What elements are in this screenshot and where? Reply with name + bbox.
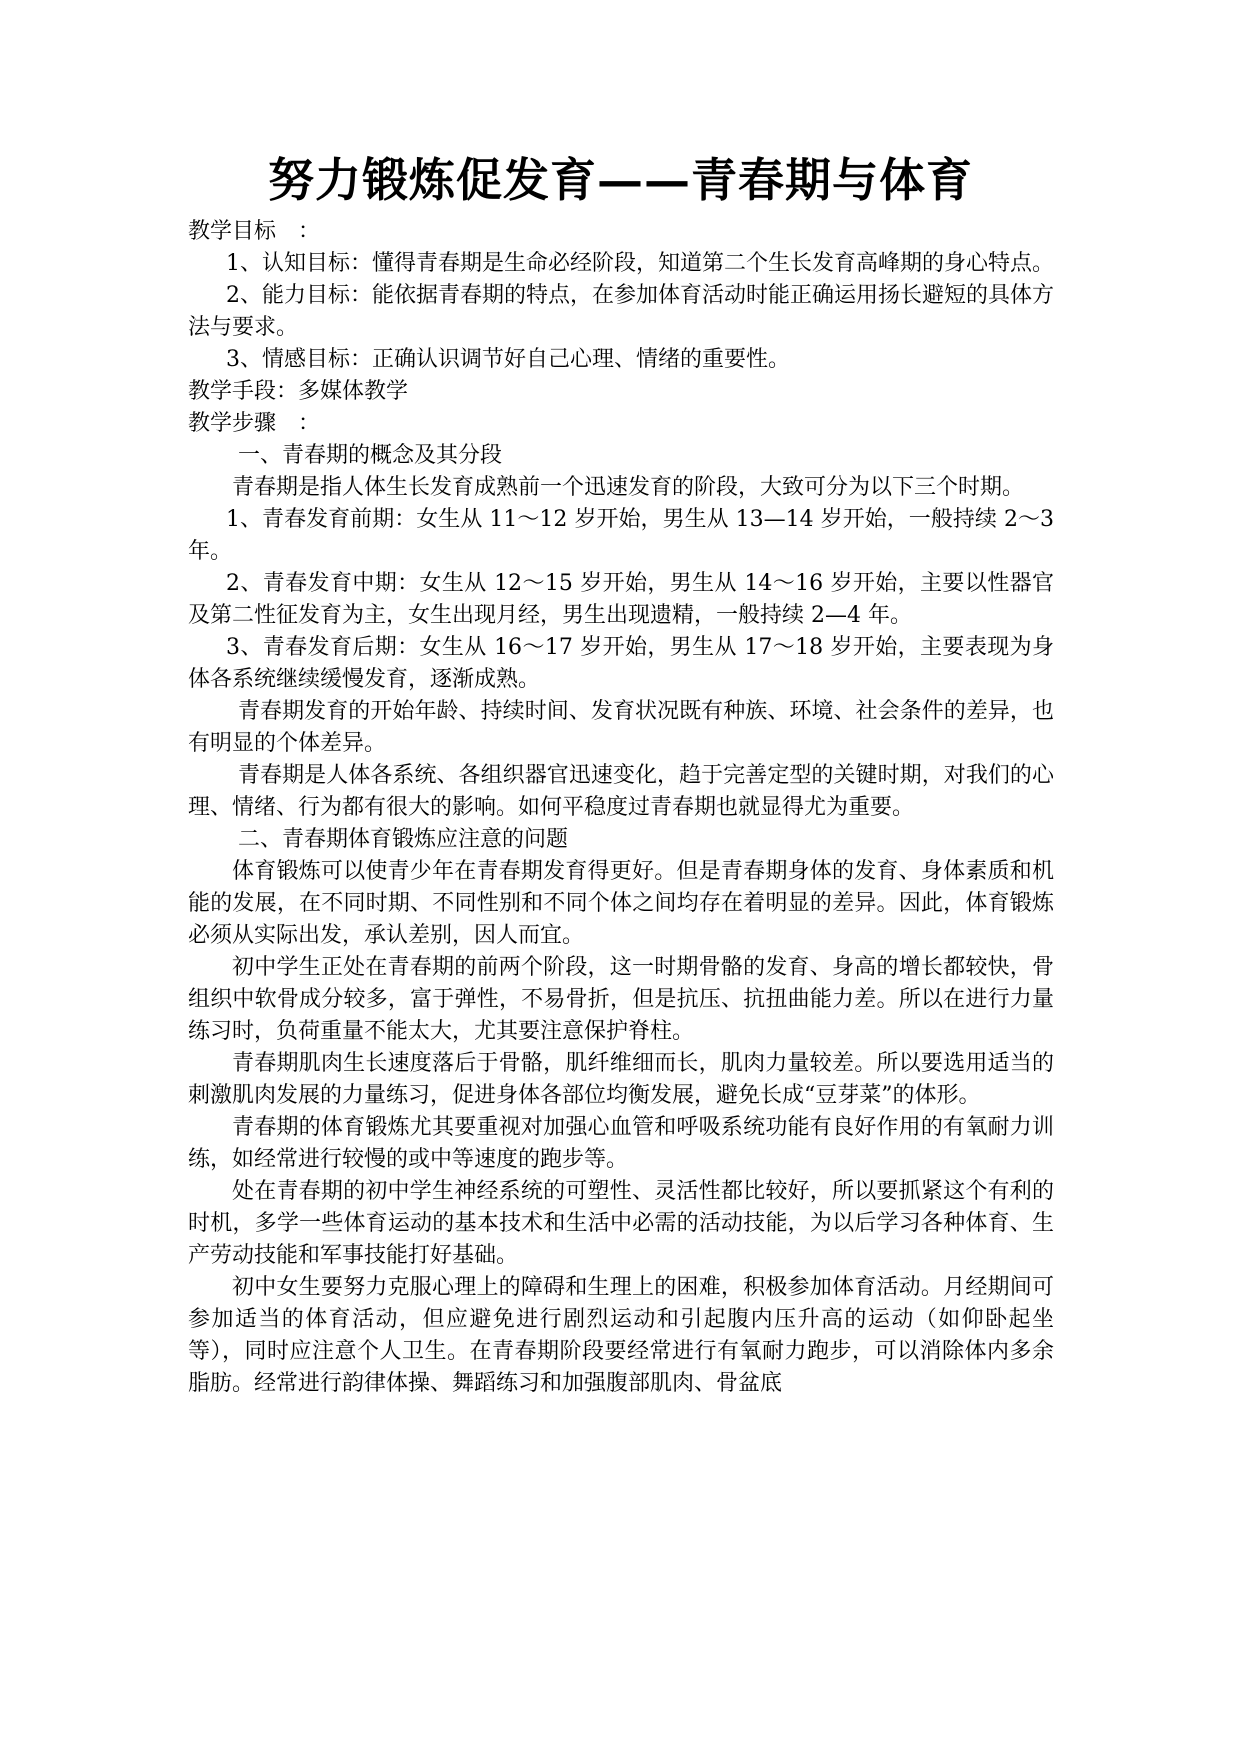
document-body [188,216,1054,1400]
paragraph-objective-emotional: 3、情感目标：正确认识调节好自己心理、情绪的重要性。 [226,347,790,372]
paragraph-objective-cognitive: 1、认知目标：懂得青春期是生命必经阶段，知道第二个生长发育高峰期的身心特点。 [226,251,1054,276]
paragraph-key-period: 青春期是人体各系统、各组织器官迅速变化，趋于完善定型的关键时期，对我们的心理、情绪、行为都有很大的影响。如何平稳度过青春期也就显得尤为重要。 [188,763,1054,820]
paragraph-stage-middle: 2、青春发育中期：女生从 12～15 岁开始，男生从 14～16 岁开始，主要以性器官及第二性征发育为主，女生出现月经，男生出现遗精，一般持续 2—4 年。 [188,571,1054,628]
paragraph-stage-late: 3、青春发育后期：女生从 16～17 岁开始，男生从 17～18 岁开始，主要表现为身体各系统继续缓慢发育，逐渐成熟。 [188,635,1054,692]
section-heading-2: 二、青春期体育锻炼应注意的问题 [238,827,569,852]
paragraph-exercise-benefits: 体育锻炼可以使青少年在青春期发育得更好。但是青春期身体的发育、身体素质和机能的发展，在不同时期、不同性别和不同个体之间均存在着明显的差异。因此，体育锻炼必须从实际出发，承认差别，因人而宜。 [188,859,1054,948]
paragraph-steps-heading: 教学步骤 ： [188,411,321,436]
paragraph-nervous-system: 处在青春期的初中学生神经系统的可塑性、灵活性都比较好，所以要抓紧这个有利的时机，多学一些体育运动的基本技术和生活中必需的活动技能，为以后学习各种体育、生产劳动技能和军事技能打好基础。 [188,1179,1054,1268]
paragraph-bone-development: 初中学生正处在青春期的前两个阶段，这一时期骨骼的发育、身高的增长都较快，骨组织中软骨成分较多，富于弹性，不易骨折，但是抗压、抗扭曲能力差。所以在进行力量练习时，负荷重量不能太大，尤其要注意保护脊柱。 [188,955,1054,1044]
paragraph-teaching-means: 教学手段：多媒体教学 [188,379,409,404]
document-title: 努力锻炼促发育——青春期与体育 [268,153,973,207]
section-heading-1: 一、青春期的概念及其分段 [238,443,503,468]
paragraph-muscle-development: 青春期肌肉生长速度落后于骨骼，肌纤维细而长，肌肉力量较差。所以要选用适当的刺激肌肉发展的力量练习，促进身体各部位均衡发展，避免长成“豆芽菜”的体形。 [188,1051,1054,1108]
paragraph-objective-ability: 2、能力目标：能依据青春期的特点，在参加体育活动时能正确运用扬长避短的具体方法与要求。 [188,283,1054,340]
paragraph-variation: 青春期发育的开始年龄、持续时间、发育状况既有种族、环境、社会条件的差异，也有明显的个体差异。 [188,699,1054,756]
paragraph-objectives-heading: 教学目标 ： [188,219,321,244]
paragraph-aerobic-training: 青春期的体育锻炼尤其要重视对加强心血管和呼吸系统功能有良好作用的有氧耐力训练，如经常进行较慢的或中等速度的跑步等。 [188,1115,1054,1172]
paragraph-female-students: 初中女生要努力克服心理上的障碍和生理上的困难，积极参加体育活动。月经期间可参加适当的体育活动，但应避免进行剧烈运动和引起腹内压升高的运动（如仰卧起坐等），同时应注意个人卫生。在青春期阶段要经常进行有氧耐力跑步，可以消除体内多余脂肪。经常进行韵律体操、舞蹈练习和加强腹部肌肉、骨盆底 [188,1275,1054,1396]
paragraph-stage-early: 1、青春发育前期：女生从 11～12 岁开始，男生从 13—14 岁开始，一般持续 2～3 年。 [188,507,1054,564]
paragraph-definition: 青春期是指人体生长发育成熟前一个迅速发育的阶段，大致可分为以下三个时期。 [232,475,1025,500]
